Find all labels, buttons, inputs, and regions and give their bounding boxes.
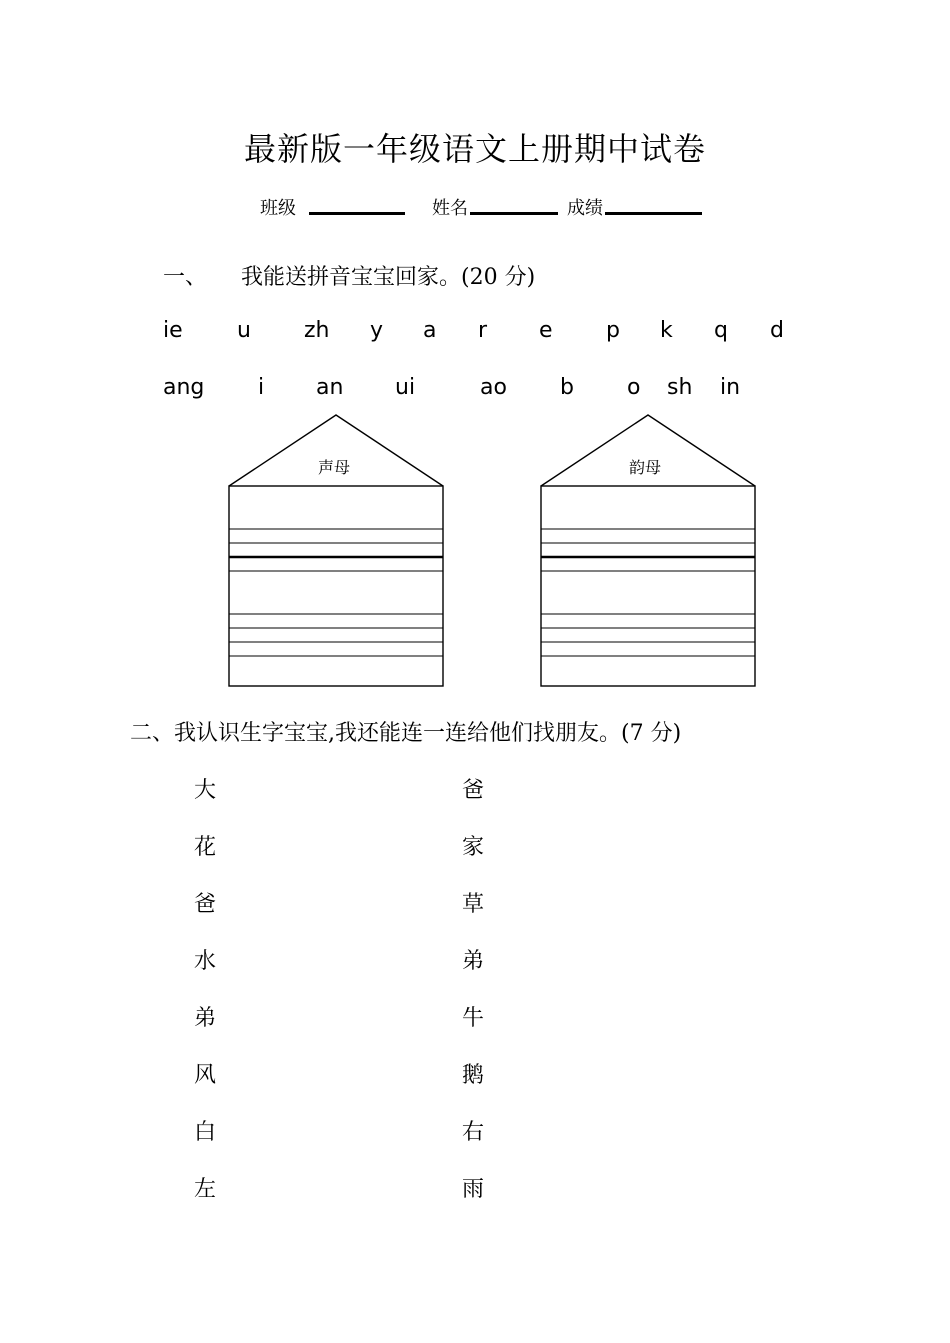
right-character[interactable]: 右: [462, 1120, 485, 1145]
pinyin-item: ao: [480, 375, 507, 400]
pinyin-item: y: [370, 318, 384, 343]
pinyin-item: zh: [304, 318, 330, 343]
pinyin-item: an: [316, 375, 344, 400]
right-character[interactable]: 牛: [462, 1006, 485, 1031]
section1-heading: 我能送拼音宝宝回家。(20 分): [241, 265, 536, 290]
section2-heading: 二、我认识生字宝宝,我还能连一连给他们找朋友。(7 分): [130, 721, 682, 746]
left-character[interactable]: 花: [194, 835, 217, 860]
pinyin-item: d: [770, 318, 784, 343]
pinyin-item: r: [478, 318, 488, 343]
pinyin-item: e: [539, 318, 553, 343]
pinyin-item: i: [258, 375, 265, 400]
pinyin-item: a: [423, 318, 437, 343]
score-label: 成绩: [567, 198, 603, 219]
house-initials-label: 声母: [318, 458, 351, 477]
left-character[interactable]: 弟: [194, 1006, 217, 1031]
pinyin-item: ie: [163, 318, 183, 343]
pinyin-item: b: [560, 375, 574, 400]
right-character[interactable]: 鹅: [462, 1063, 485, 1088]
name-blank[interactable]: [470, 212, 558, 215]
name-label: 姓名: [432, 198, 468, 219]
right-character[interactable]: 爸: [462, 778, 485, 803]
house-initials: [226, 412, 446, 690]
house-finals-label: 韵母: [629, 458, 662, 477]
house-finals: [538, 412, 758, 690]
pinyin-item: in: [720, 375, 741, 400]
right-character[interactable]: 弟: [462, 949, 485, 974]
right-character[interactable]: 草: [462, 892, 485, 917]
left-character[interactable]: 左: [194, 1177, 217, 1202]
left-character[interactable]: 爸: [194, 892, 217, 917]
left-character[interactable]: 水: [194, 949, 217, 974]
pinyin-item: sh: [667, 375, 693, 400]
pinyin-item: u: [237, 318, 251, 343]
pinyin-item: ang: [163, 375, 205, 400]
section1-number: 一、: [163, 265, 208, 290]
pinyin-item: p: [606, 318, 620, 343]
pinyin-item: ui: [395, 375, 416, 400]
right-character[interactable]: 雨: [462, 1177, 485, 1202]
left-character[interactable]: 白: [194, 1120, 217, 1145]
pinyin-item: k: [660, 318, 673, 343]
left-character[interactable]: 风: [194, 1063, 217, 1088]
left-character[interactable]: 大: [194, 778, 217, 803]
score-blank[interactable]: [605, 212, 702, 215]
pinyin-item: q: [714, 318, 728, 343]
class-label: 班级: [260, 198, 296, 219]
right-character[interactable]: 家: [462, 835, 485, 860]
pinyin-item: o: [627, 375, 641, 400]
page-title: 最新版一年级语文上册期中试卷: [243, 130, 706, 168]
class-blank[interactable]: [309, 212, 405, 215]
